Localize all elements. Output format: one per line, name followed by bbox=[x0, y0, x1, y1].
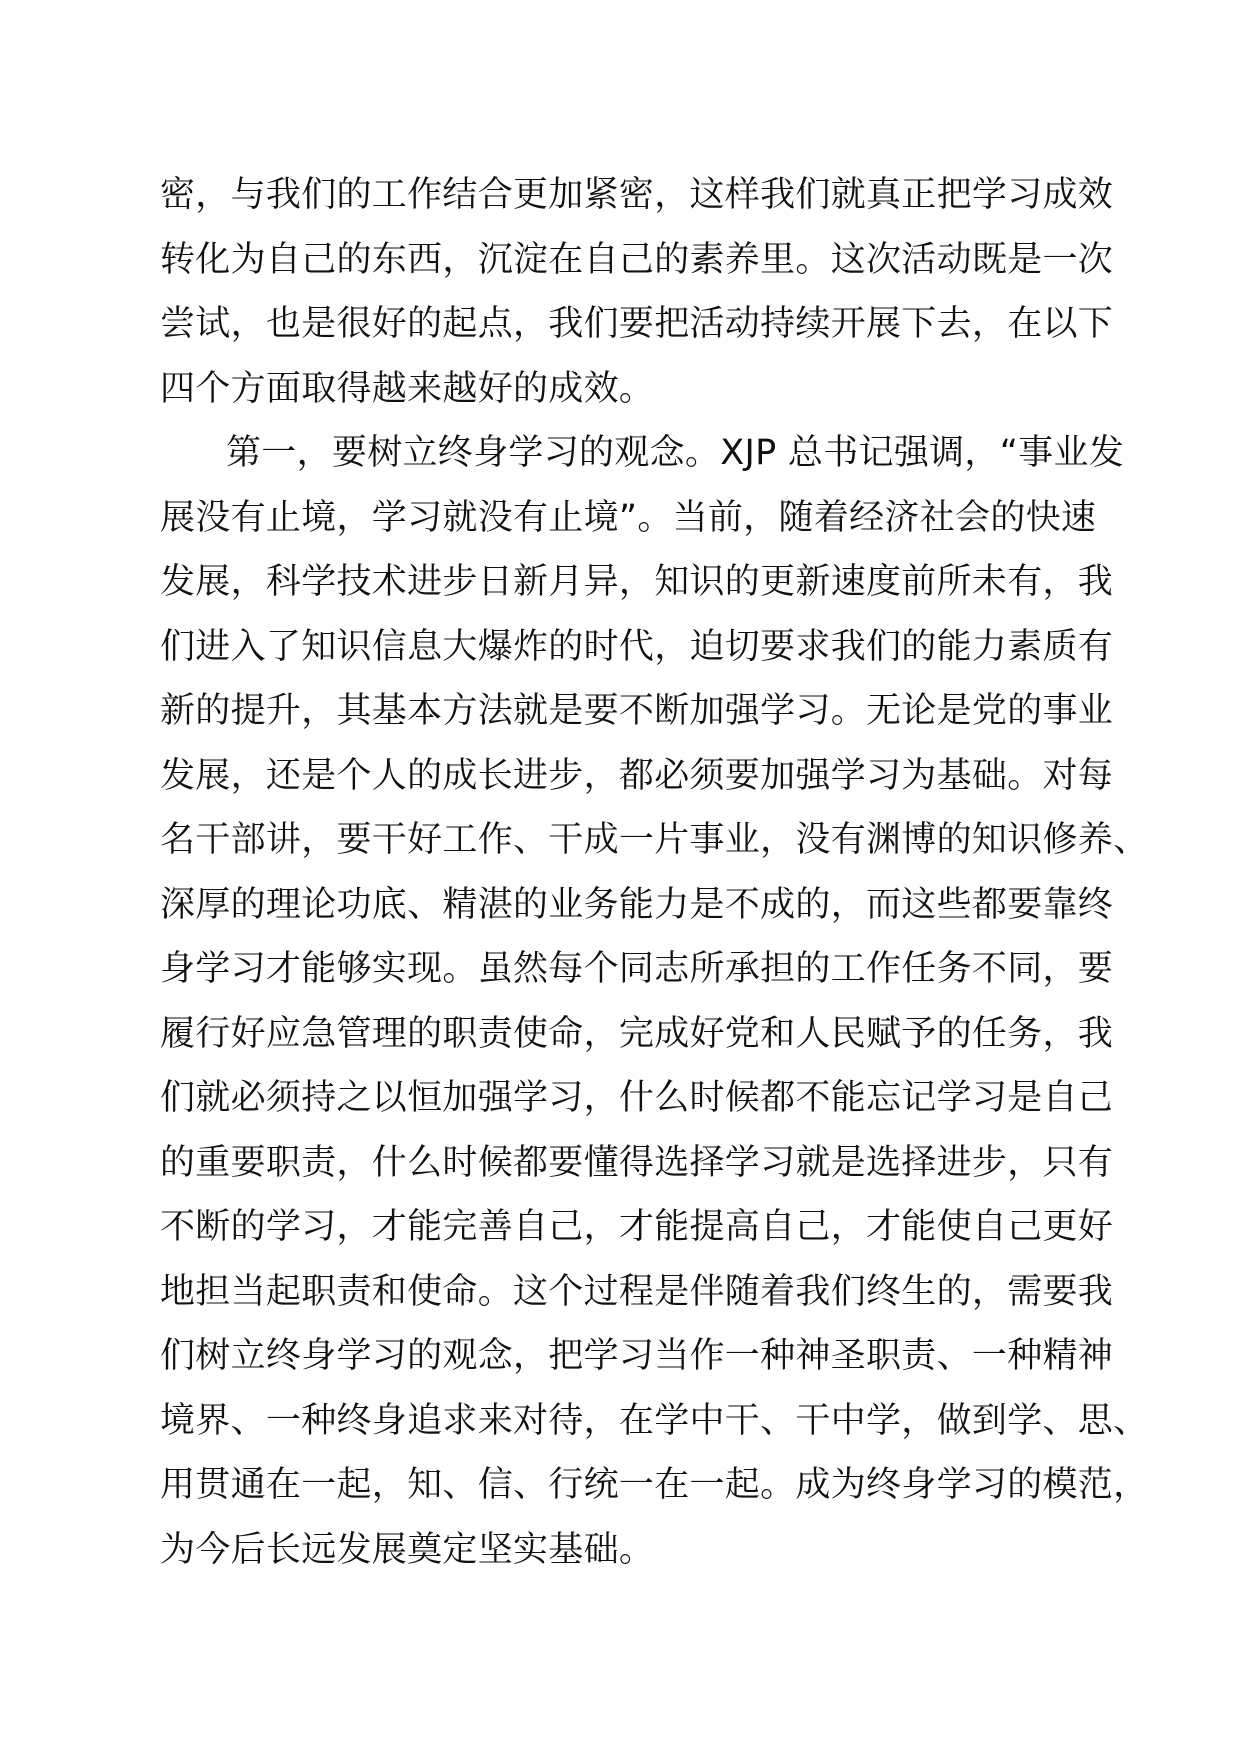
text-line: 的重要职责，什么时候都要懂得选择学习就是选择进步，只有 bbox=[160, 1142, 1114, 1183]
text-line: 不断的学习，才能完善自己，才能提高自己，才能使自己更好 bbox=[160, 1207, 1114, 1247]
text-line: 密，与我们的工作结合更加紧密，这样我们就真正把学习成效 bbox=[160, 175, 1114, 215]
text-line: 发展，还是个人的成长进步，都必须要加强学习为基础。对每 bbox=[160, 755, 1114, 796]
text-line: 为今后长远发展奠定坚实基础。 bbox=[160, 1529, 655, 1570]
text-line: 深厚的理论功底、精湛的业务能力是不成的，而这些都要靠终 bbox=[160, 884, 1114, 925]
text-line: 境界、一种终身追求来对待，在学中干、干中学，做到学、思、 bbox=[160, 1400, 1149, 1441]
paragraph-first-line: 第一，要树立终身学习的观念。XJP 总书记强调，“事业发 bbox=[226, 433, 1125, 473]
text-line: 展没有止境，学习就没有止境”。当前，随着经济社会的快速 bbox=[160, 497, 1097, 538]
text-line: 名干部讲，要干好工作、干成一片事业，没有渊博的知识修养、 bbox=[160, 820, 1149, 860]
text-line: 履行好应急管理的职责使命，完成好党和人民赋予的任务，我 bbox=[160, 1013, 1114, 1054]
text-line: 用贯通在一起，知、信、行统一在一起。成为终身学习的模范， bbox=[160, 1465, 1149, 1505]
text-line: 身学习才能够实现。虽然每个同志所承担的工作任务不同，要 bbox=[160, 949, 1114, 989]
text-line: 们树立终身学习的观念，把学习当作一种神圣职责、一种精神 bbox=[160, 1336, 1114, 1376]
text-line: 们进入了知识信息大爆炸的时代，迫切要求我们的能力素质有 bbox=[160, 626, 1114, 667]
text-line: 发展，科学技术进步日新月异，知识的更新速度前所未有，我 bbox=[160, 562, 1114, 602]
text-line: 尝试，也是很好的起点，我们要把活动持续开展下去，在以下 bbox=[160, 304, 1114, 344]
text-line: 地担当起职责和使命。这个过程是伴随着我们终生的，需要我 bbox=[160, 1271, 1114, 1312]
text-line: 转化为自己的东西，沉淀在自己的素养里。这次活动既是一次 bbox=[160, 239, 1114, 280]
text-line: 新的提升，其基本方法就是要不断加强学习。无论是党的事业 bbox=[160, 691, 1114, 731]
text-line: 们就必须持之以恒加强学习，什么时候都不能忘记学习是自己 bbox=[160, 1078, 1114, 1118]
text-line: 四个方面取得越来越好的成效。 bbox=[160, 368, 655, 409]
body-text bbox=[160, 163, 1149, 1582]
